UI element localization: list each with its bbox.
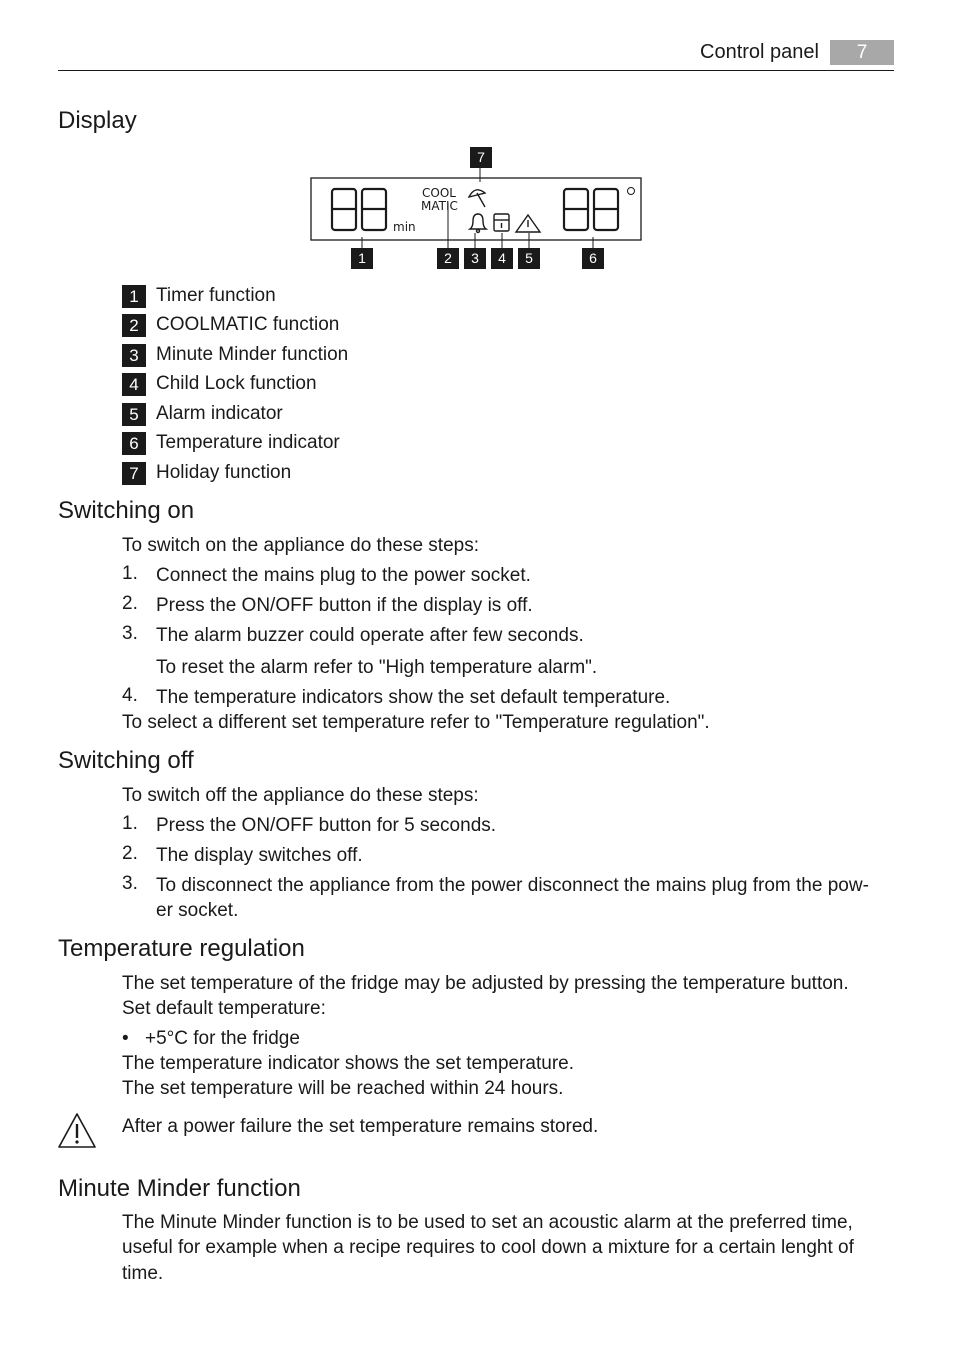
cool-label: COOL [422, 186, 456, 200]
timer-digits [332, 189, 386, 230]
switching-on-intro: To switch on the appliance do these steps: [122, 535, 480, 556]
min-unit: min [393, 220, 416, 234]
temp-line-1: The set temperature of the fridge may be adjusted by pressing the temperature button. [122, 973, 849, 994]
legend-item [122, 402, 283, 426]
step-text: To disconnect the appliance from the power disconnect the mains plug from the pow- [156, 875, 869, 896]
callout-1: 1 [351, 248, 373, 269]
legend-item [122, 284, 276, 308]
step-number: 4. [122, 685, 138, 706]
bell-icon [470, 214, 486, 233]
legend-badge: 6 [122, 432, 146, 455]
legend-item [122, 343, 348, 367]
legend-label: COOLMATIC function [156, 314, 340, 335]
matic-label: MATIC [421, 199, 458, 213]
step-text: To reset the alarm refer to "High temperature alarm". [156, 657, 598, 678]
minute-minder-heading: Minute Minder function [58, 1175, 301, 1202]
temp-bullet: +5°C for the fridge [145, 1028, 300, 1049]
legend-badge: 7 [122, 462, 146, 485]
step-number: 1. [122, 563, 138, 584]
legend-label: Temperature indicator [156, 432, 340, 453]
step-text: The alarm buzzer could operate after few seconds. [156, 625, 584, 646]
minute-minder-line-2: useful for example when a recipe requires to cool down a mixture for a certain lenght of [122, 1237, 854, 1258]
legend-item [122, 461, 291, 485]
callout-2: 2 [437, 248, 459, 269]
step-number: 2. [122, 843, 138, 864]
step-text: Press the ON/OFF button for 5 seconds. [156, 815, 497, 836]
step-text: The display switches off. [156, 845, 363, 866]
temp-line-4: The set temperature will be reached within 24 hours. [122, 1078, 564, 1099]
temp-line-3: The temperature indicator shows the set temperature. [122, 1053, 575, 1074]
display-heading: Display [58, 107, 137, 134]
page-number: 7 [830, 40, 894, 65]
callout-6: 6 [582, 248, 604, 269]
legend-badge: 2 [122, 314, 146, 337]
bullet-dot: • [122, 1028, 129, 1049]
legend-item [122, 372, 317, 396]
legend-badge: 4 [122, 373, 146, 396]
legend-label: Minute Minder function [156, 344, 349, 365]
legend-item [122, 313, 339, 337]
legend-badge: 5 [122, 403, 146, 426]
step-number: 1. [122, 813, 138, 834]
minute-minder-line-1: The Minute Minder function is to be used to set an acoustic alarm at the preferred time, [122, 1212, 853, 1233]
step-text: Press the ON/OFF button if the display is off. [156, 595, 533, 616]
switching-on-heading: Switching on [58, 497, 195, 524]
callout-3: 3 [464, 248, 486, 269]
callout-5: 5 [518, 248, 540, 269]
legend-label: Child Lock function [156, 373, 317, 394]
header-section-title: Control panel [700, 41, 819, 63]
warning-text: After a power failure the set temperature remains stored. [122, 1116, 599, 1137]
temp-line-2: Set default temperature: [122, 998, 326, 1019]
callout-7: 7 [470, 147, 492, 168]
legend-label: Alarm indicator [156, 403, 283, 424]
legend-label: Timer function [156, 285, 276, 306]
step-number: 3. [122, 623, 138, 644]
legend-badge: 3 [122, 344, 146, 367]
callout-4: 4 [491, 248, 513, 269]
alarm-warning-icon [516, 215, 540, 232]
temperature-regulation-heading: Temperature regulation [58, 935, 305, 962]
legend-item [122, 431, 340, 455]
switching-off-intro: To switch off the appliance do these steps: [122, 785, 479, 806]
step-text-continued: er socket. [156, 900, 239, 921]
minute-minder-line-3: time. [122, 1263, 164, 1284]
legend-badge: 1 [122, 285, 146, 308]
switching-off-heading: Switching off [58, 747, 194, 774]
degree-symbol [628, 188, 635, 195]
holiday-icon [469, 190, 485, 207]
step-number: 3. [122, 873, 138, 894]
step-number: 2. [122, 593, 138, 614]
warning-icon [57, 1112, 97, 1154]
temperature-digits [564, 189, 618, 230]
step-text: Connect the mains plug to the power socket. [156, 565, 531, 586]
step-text: The temperature indicators show the set default temperature. [156, 687, 671, 708]
header-rule [58, 70, 894, 71]
switching-on-outro: To select a different set temperature refer to "Temperature regulation". [122, 712, 710, 733]
child-lock-icon [494, 214, 509, 231]
legend-label: Holiday function [156, 462, 292, 483]
